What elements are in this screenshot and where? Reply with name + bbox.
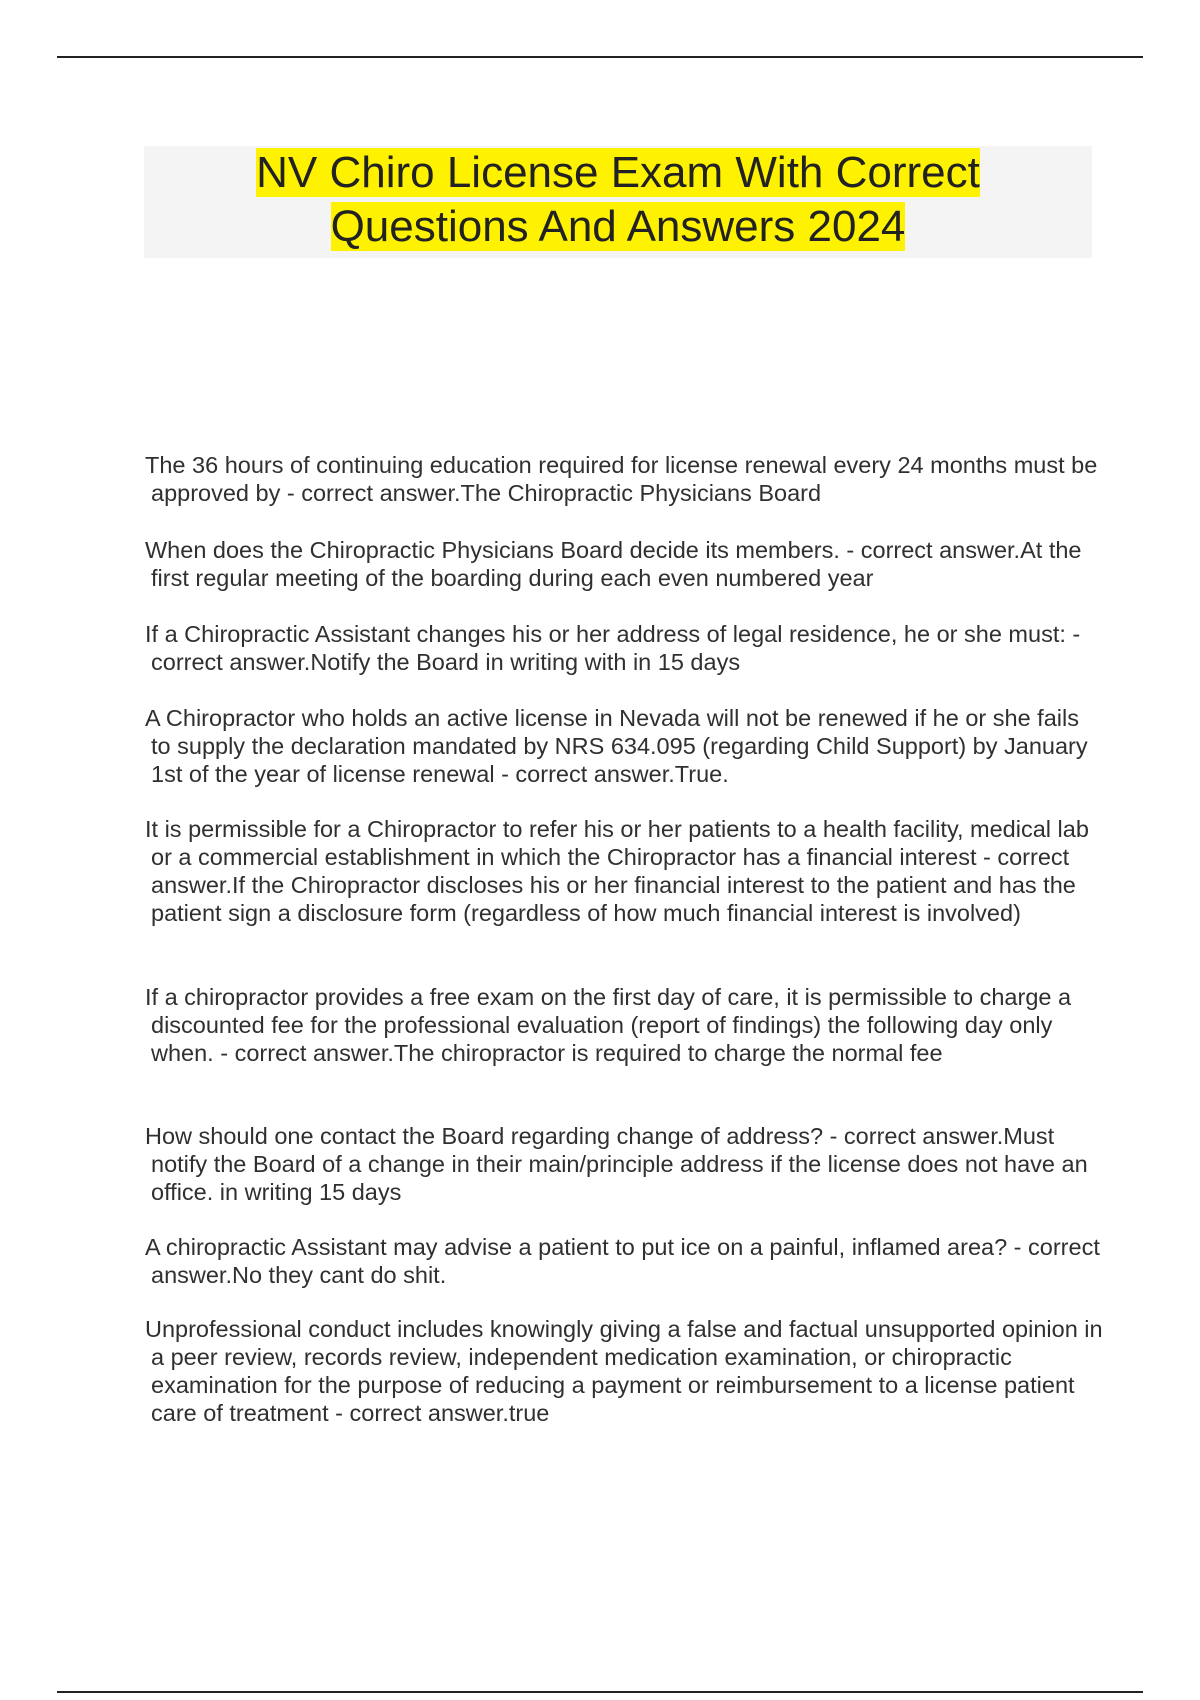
qa-item-6 <box>145 983 1105 1067</box>
qa-item-text: It is permissible for a Chiropractor to refer his or her patients to a health facility, medical lab or a commercial establishment in which the Chiropractor has a financial interest - correct answer.If the Chiropractor discloses his or her financial interest to the patient and has the patient sign a disclosure form (regardless of how much financial interest is involved) <box>145 816 1089 926</box>
title-highlight-1: NV Chiro License Exam With Correct <box>256 148 980 197</box>
bottom-divider <box>57 1691 1143 1693</box>
qa-item-7 <box>145 1122 1105 1206</box>
qa-item-text: How should one contact the Board regarding change of address? - correct answer.Must notify the Board of a change in their main/principle address if the license does not have an office. in writing 15 days <box>145 1123 1088 1205</box>
qa-item-3 <box>145 620 1105 676</box>
top-divider <box>57 56 1143 58</box>
qa-item-text: Unprofessional conduct includes knowingly giving a false and factual unsupported opinion in a peer review, records review, independent medication examination, or chiropractic examination for the purpose of reducing a payment or reimbursement to a license patient care of treatment - correct answer.true <box>145 1316 1103 1426</box>
qa-item-1 <box>145 451 1105 507</box>
document-title-line-2 <box>144 200 1092 254</box>
document-title-line-1 <box>144 146 1092 200</box>
qa-item-9 <box>145 1315 1105 1427</box>
qa-item-text: If a Chiropractic Assistant changes his or her address of legal residence, he or she must: - correct answer.Notify the Board in writing with in 15 days <box>145 621 1081 675</box>
qa-item-8 <box>145 1233 1105 1289</box>
qa-item-5 <box>145 815 1105 927</box>
qa-item-text: If a chiropractor provides a free exam on the first day of care, it is permissible to charge a discounted fee for the professional evaluation (report of findings) the following day only when. - correct answer.The chiropractor is required to charge the normal fee <box>145 984 1072 1066</box>
title-highlight-2: Questions And Answers 2024 <box>330 202 906 251</box>
qa-item-2 <box>145 536 1105 592</box>
document-title-block <box>144 146 1092 258</box>
qa-item-text: A chiropractic Assistant may advise a patient to put ice on a painful, inflamed area? - correct answer.No they cant do shit. <box>145 1234 1100 1288</box>
qa-item-4 <box>145 704 1105 788</box>
qa-item-text: The 36 hours of continuing education required for license renewal every 24 months must be approved by - correct answer.The Chiropractic Physicians Board <box>145 452 1098 506</box>
qa-item-text: A Chiropractor who holds an active license in Nevada will not be renewed if he or she fails to supply the declaration mandated by NRS 634.095 (regarding Child Support) by January 1st of the year of license renewal - correct answer.True. <box>145 705 1088 787</box>
qa-item-text: When does the Chiropractic Physicians Board decide its members. - correct answer.At the first regular meeting of the boarding during each even numbered year <box>145 537 1082 591</box>
